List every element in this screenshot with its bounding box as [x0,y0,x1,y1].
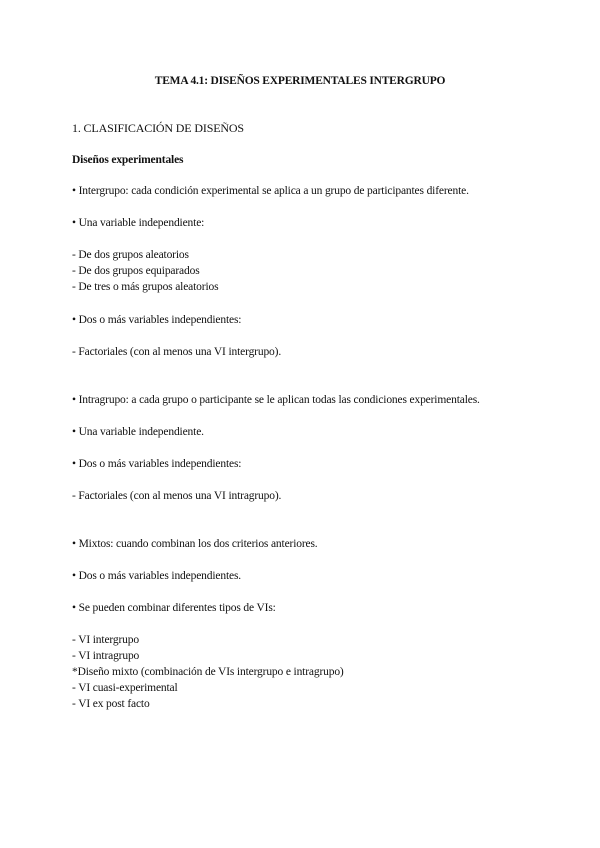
text-line: - De dos grupos aleatorios [72,249,189,261]
text-line: - Factoriales (con al menos una VI intergrupo). [72,346,282,358]
text-line: • Una variable independiente. [72,426,204,438]
text-line: - VI intergrupo [72,634,139,646]
document-title: TEMA 4.1: DISEÑOS EXPERIMENTALES INTERGRUPO [154,75,446,87]
text-line: - VI ex post facto [72,698,150,710]
text-line: - De dos grupos equiparados [72,265,200,277]
subheading: Diseños experimentales [72,154,184,166]
text-line: • Dos o más variables independientes: [72,458,242,470]
text-line: • Se pueden combinar diferentes tipos de VIs: [72,602,276,614]
text-line: - VI cuasi-experimental [72,682,178,694]
text-line: - Factoriales (con al menos una VI intragrupo). [72,490,282,502]
text-line: • Una variable independiente: [72,217,205,229]
text-line: • Intergrupo: cada condición experimental se aplica a un grupo de participantes diferente. [72,185,469,197]
text-line: - De tres o más grupos aleatorios [72,281,219,293]
text-line: • Mixtos: cuando combinan los dos criterios anteriores. [72,538,318,550]
text-line: - VI intragrupo [72,650,140,662]
text-line: • Dos o más variables independientes. [72,570,242,582]
text-line: • Intragrupo: a cada grupo o participante se le aplican todas las condiciones experimentales. [72,394,480,406]
text-line: *Diseño mixto (combinación de VIs intergrupo e intragrupo) [72,666,344,678]
section-heading: 1. CLASIFICACIÓN DE DISEÑOS [72,121,244,135]
text-line: • Dos o más variables independientes: [72,314,242,326]
